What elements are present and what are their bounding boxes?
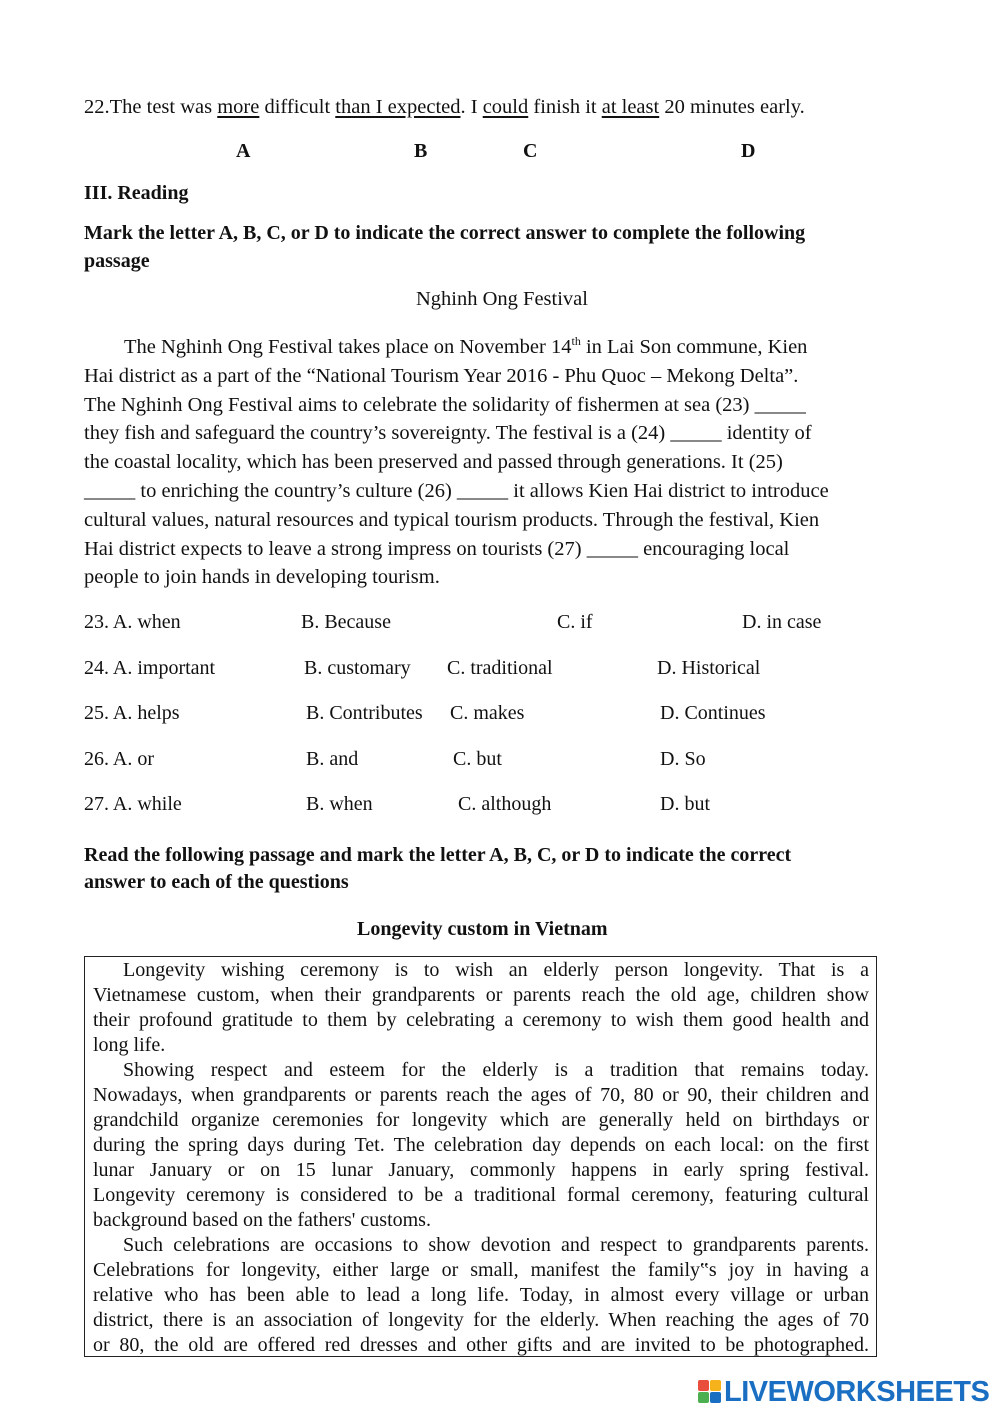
passage-1-line: cultural values, natural resources and typical tourism products. Through the festival, Kien (84, 508, 820, 531)
passage-1-line: they fish and safeguard the country’s sovereignty. The festival is a (24) _____ identity of (84, 422, 812, 445)
passage-2-line: their profound gratitude to them by celebrating a ceremony to wish them good health and (93, 1009, 869, 1031)
logo-grid-icon (698, 1380, 722, 1404)
q22-label-d: D (741, 140, 756, 162)
passage-1-line: The Nghinh Ong Festival aims to celebrate the solidarity of fishermen at sea (23) _____ (84, 393, 806, 416)
passage-2-line: lunar January or on 15 lunar January, commonly happens in early spring festival. (93, 1159, 869, 1181)
liveworksheets-logo (698, 1375, 989, 1409)
option-d: D. Continues (660, 702, 766, 724)
q22-underline-d: at least (601, 96, 660, 118)
option-d: D. So (660, 748, 706, 770)
option-c: C. if (557, 611, 593, 633)
instruction-2-line-2: answer to each of the questions (84, 871, 349, 893)
passage-1-body (84, 333, 884, 592)
passage-2-line: Vietnamese custom, when their grandparents or parents reach the old age, children show (93, 984, 869, 1006)
option-b: B. Contributes (306, 702, 423, 724)
q22-label-b: B (414, 140, 428, 162)
q22-label-a: A (236, 140, 251, 162)
passage-1-line: Hai district as a part of the “National Tourism Year 2016 - Phu Quoc – Mekong Delta”. (84, 364, 799, 387)
q22-underline-b: than I expected (335, 96, 461, 118)
passage-2-line: Celebrations for longevity, either large or small, manifest the family‟s joy in having a (93, 1259, 869, 1281)
q22-text: 22.The test was (84, 96, 218, 118)
passage-2-line: during the spring days during Tet. The celebration day depends on each local: on the first (93, 1134, 869, 1156)
option-c: C. makes (450, 702, 525, 724)
section-title: III. Reading (84, 182, 189, 204)
passage-1-line: The Nghinh Ong Festival takes place on November 14th in Lai Son commune, Kien (124, 334, 808, 358)
passage-2-line: district, there is an association of longevity for the elderly. When reaching the ages of 70 (93, 1309, 869, 1331)
q22-underline-c: could (482, 96, 529, 118)
option-c: C. but (453, 748, 502, 770)
option-c: C. traditional (447, 657, 553, 679)
passage-2-line: Showing respect and esteem for the elderly is a tradition that remains today. (123, 1059, 869, 1081)
option-c: C. although (458, 793, 552, 815)
passage-2-line: or 80, the old are offered red dresses and other gifts and are invited to be photographed. (93, 1334, 869, 1356)
instruction-2-line-1: Read the following passage and mark the letter A, B, C, or D to indicate the correct (84, 844, 792, 866)
logo-text: LIVEWORKSHEETS (724, 1375, 990, 1408)
question-22 (84, 96, 805, 119)
passage-1-line: the coastal locality, which has been preserved and passed through generations. It (25) (84, 451, 783, 474)
option-d: D. but (660, 793, 710, 815)
q22-text: . I (460, 96, 483, 118)
passage-1-line: _____ to enriching the country’s culture (26) _____ it allows Kien Hai district to introduce (84, 479, 829, 502)
option-b: B. Because (301, 611, 391, 633)
passage-2-line: long life. (93, 1034, 166, 1056)
option-b: B. customary (304, 657, 411, 679)
q22-underline-a: more (217, 96, 260, 118)
q22-label-c: C (523, 140, 538, 162)
passage-2-line: grandchild organize ceremonies for longevity which are generally held on birthdays or (93, 1109, 869, 1131)
passage-2-line: Longevity wishing ceremony is to wish an elderly person longevity. That is a (123, 959, 869, 981)
passage-2-line: Nowadays, when grandparents or parents reach the ages of 70, 80 or 90, their children and (93, 1084, 869, 1106)
option-a: 27. A. while (84, 793, 182, 815)
passage-2-line: relative who has been able to lead a long life. Today, in almost every village or urban (93, 1284, 869, 1306)
option-a: 26. A. or (84, 748, 154, 770)
option-a: 25. A. helps (84, 702, 180, 724)
passage-2-line: background based on the fathers' customs. (93, 1209, 431, 1231)
passage-1-line: Hai district expects to leave a strong impress on tourists (27) _____ encouraging local (84, 537, 790, 560)
option-a: 23. A. when (84, 611, 181, 633)
passage-1-title: Nghinh Ong Festival (416, 288, 588, 310)
q22-text: 20 minutes early. (659, 96, 805, 118)
q22-text: finish it (528, 96, 602, 118)
option-b: B. when (306, 793, 373, 815)
passage-2-line: Such celebrations are occasions to show devotion and respect to grandparents parents. (123, 1234, 869, 1256)
option-a: 24. A. important (84, 657, 216, 679)
passage-2-body (93, 958, 869, 1358)
passage-2-line: Longevity ceremony is considered to be a traditional formal ceremony, featuring cultural (93, 1184, 869, 1206)
instruction-1-line-2: passage (84, 250, 150, 272)
option-b: B. and (306, 748, 359, 770)
instruction-1-line-1: Mark the letter A, B, C, or D to indicate the correct answer to complete the following (84, 222, 806, 244)
option-d: D. in case (742, 611, 822, 633)
q22-text: difficult (259, 96, 336, 118)
passage-2-title: Longevity custom in Vietnam (357, 918, 608, 940)
option-d: D. Historical (657, 657, 761, 679)
passage-1-line: people to join hands in developing tourism. (84, 566, 440, 589)
